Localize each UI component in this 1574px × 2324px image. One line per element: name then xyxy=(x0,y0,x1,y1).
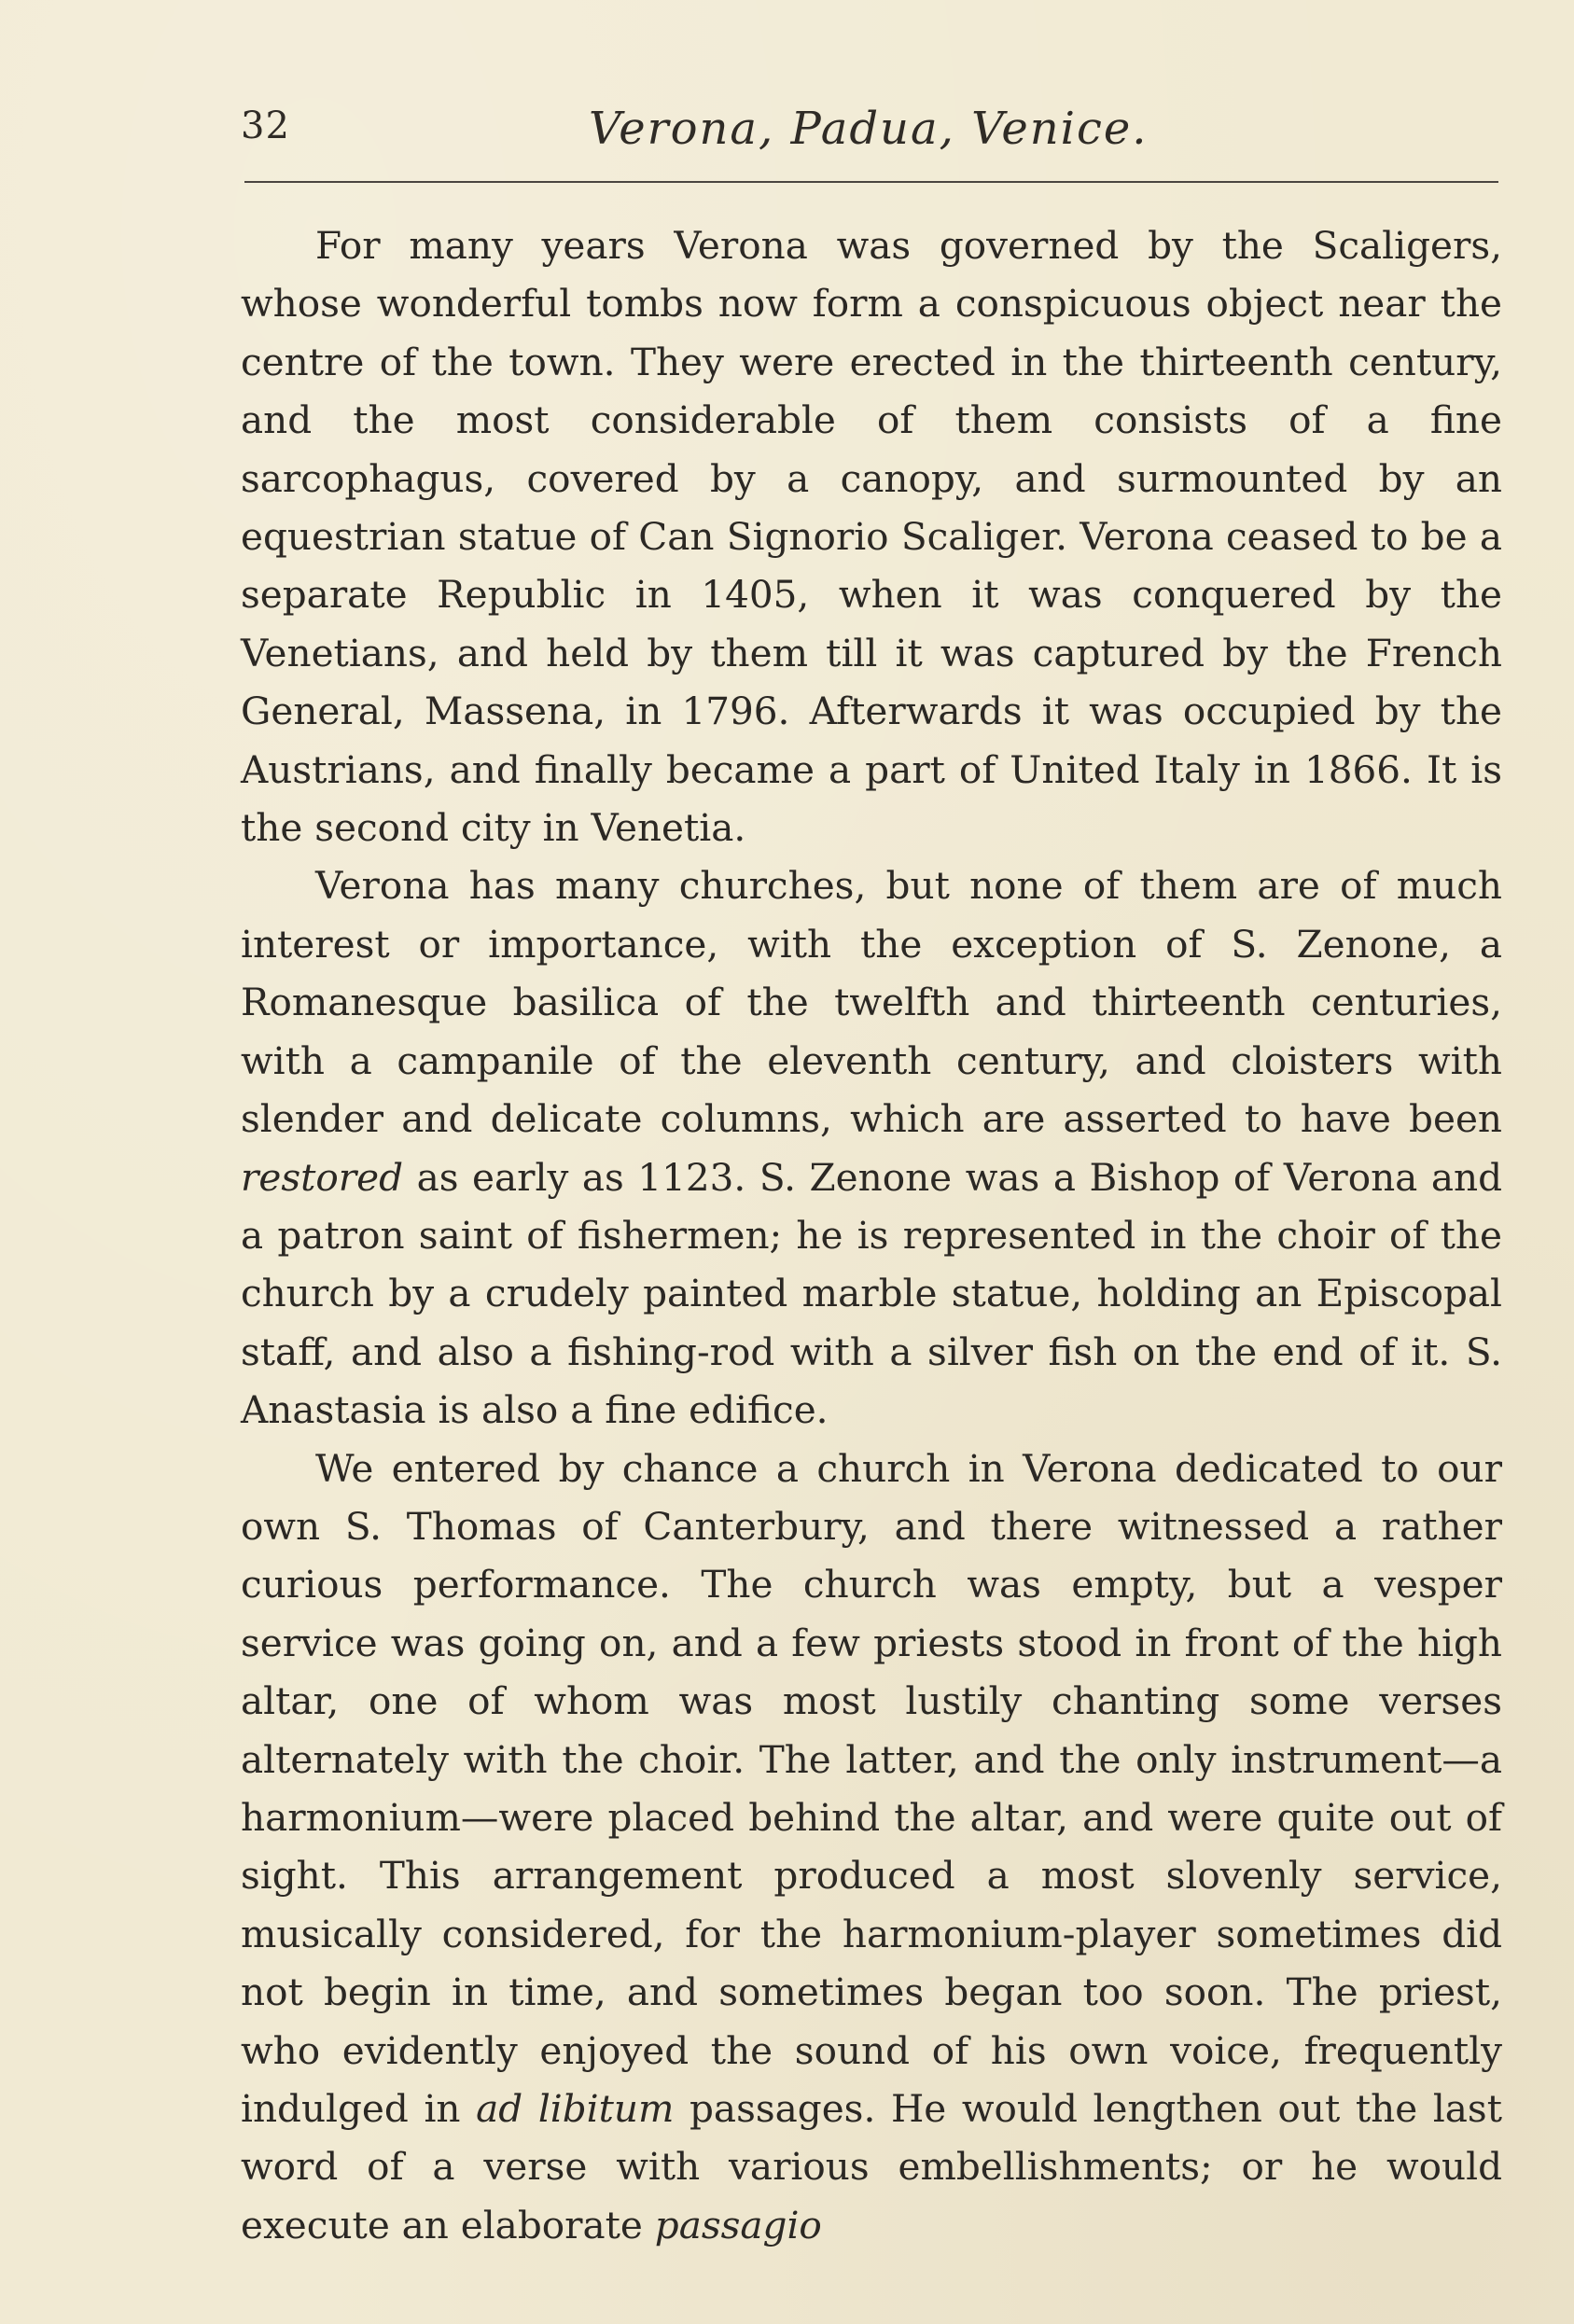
paragraph xyxy=(241,1440,1502,2255)
header-rule xyxy=(244,181,1498,183)
page-header xyxy=(241,101,1498,166)
italic-phrase: ad libitum xyxy=(476,2086,675,2131)
running-title: Verona, Padua, Venice. xyxy=(589,103,1149,155)
paragraph xyxy=(241,216,1502,856)
page-number: 32 xyxy=(241,104,290,147)
italic-phrase: passagio xyxy=(654,2202,822,2247)
italic-phrase: restored xyxy=(241,1154,404,1200)
body-text xyxy=(241,216,1502,2254)
paragraph-text: We entered by chance a church in Verona dedicated to our own S. Thomas of Canterbury, and there witnessed a rather curious performance. The church was empty, but a vesper service was going on, and a few priests stood in front of the high altar, one of whom was most lustily chanting some verses alternately with the choir. The latter, and the only instrument—a harmonium—were placed behind the altar, and were quite out of sight. This arrangement produced a most slovenly service, musically considered, for the harmonium-player sometimes did not begin in time, and sometimes began too soon. The priest, who evidently enjoyed the sound of his own voice, frequently indulged in xyxy=(241,1445,1502,2131)
paragraph-text: Verona has many churches, but none of them are of much interest or importance, with the exception of S. Zenone, a Romanesque basilica of the twelfth and thirteenth centuries, with a campanile of the eleventh century, and cloisters with slender and delicate columns, which are asserted to have been xyxy=(241,863,1502,1142)
paragraph-text: passages. He would lengthen out the last word of a verse with various embellishments; or he would execute an elaborate xyxy=(241,2086,1502,2247)
paragraph-text: as early as 1123. S. Zenone was a Bishop of Verona and a patron saint of fishermen; he is represented in the choir of the church by a crudely painted marble statue, holding an Episcopal staff, and also a fishing-rod with a silver fish on the end of it. S. Anastasia is also a fine edifice. xyxy=(241,1154,1502,1433)
paragraph xyxy=(241,856,1502,1439)
paragraph-text: For many years Verona was governed by the Scaligers, whose wonderful tombs now form a conspicuous object near the centre of the town. They were erected in the thirteenth century, and the most considerable of them consists of a fine sarcophagus, covered by a canopy, and surmounted by an equestrian statue of Can Signorio Scaliger. Verona ceased to be a separate Republic in 1405, when it was conquered by the Venetians, and held by them till it was captured by the French General, Massena, in 1796. Afterwards it was occupied by the Austrians, and finally became a part of United Italy in 1866. It is the second city in Venetia. xyxy=(241,223,1502,851)
